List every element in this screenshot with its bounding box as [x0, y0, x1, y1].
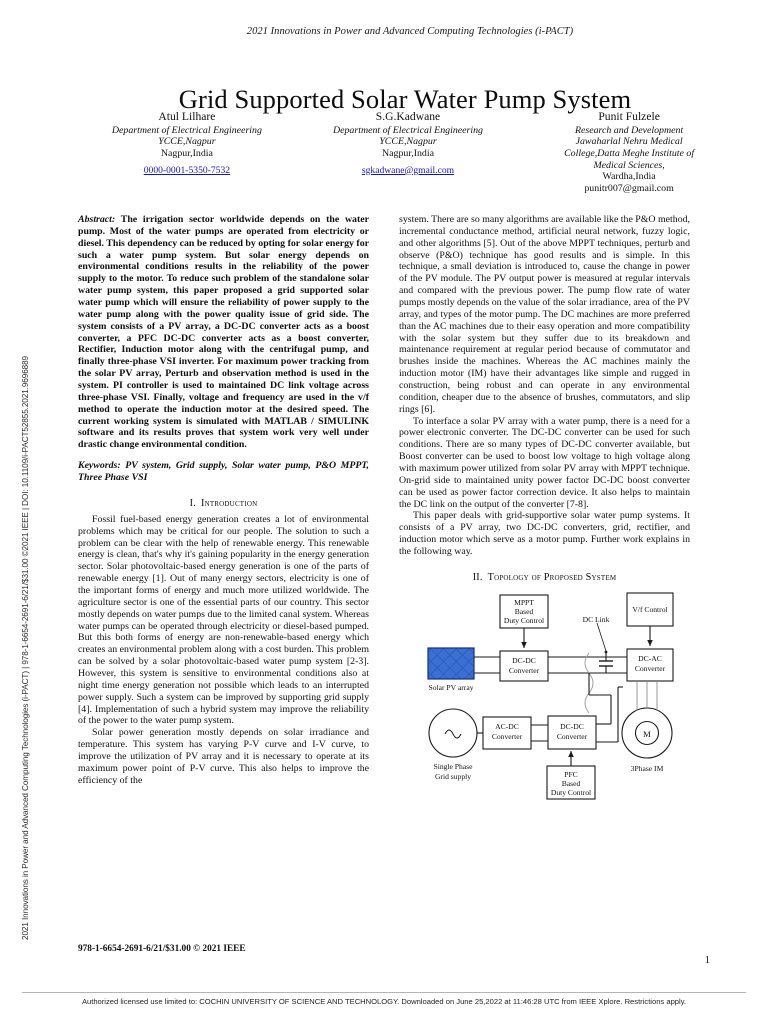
- section-heading-introduction: [78, 498, 369, 509]
- section-numeral: II.: [472, 571, 483, 583]
- author-affiliation-line: Jawaharlal Nehru Medical: [575, 136, 683, 148]
- page-number: 1: [704, 955, 710, 966]
- column-right: [399, 214, 690, 819]
- side-stamp-text: 2021 Innovations in Power and Advanced Computing Technologies (i-PACT) | 978-1-6654-2691-6/21/$31.00 ©2021 IEEE | DOI: 10.1109/i-PACT52855.2021.9696889: [21, 355, 30, 940]
- label-pfc-line2: Based: [561, 778, 581, 788]
- section-title: Topology of Proposed System: [487, 571, 617, 583]
- label-dcdc-top-line2: Converter: [508, 665, 540, 675]
- author-orcid-link[interactable]: 0000-0001-5350-7532: [143, 164, 231, 176]
- intro-paragraph-4: This paper deals with grid-supportive solar water pump systems. It consists of a PV array, two DC-DC converters, grid, rectifier, and induction motor which serve as a motor pump. Further work explains in the following way.: [399, 510, 690, 558]
- author-affiliation-line: Research and Development: [574, 124, 684, 136]
- label-mppt-line2: Based: [514, 606, 534, 616]
- author-location: Wardha,India: [602, 171, 656, 183]
- author-2: [299, 110, 517, 195]
- author-affiliation-line: Department of Electrical Engineering: [111, 124, 262, 136]
- author-email: punitr007@gmail.com: [584, 183, 674, 195]
- download-notice: Authorized licensed use limited to: COCHIN UNIVERSITY OF SCIENCE AND TECHNOLOGY. Downloaded on June 25,2022 at 11:46:28 UTC from IEEE Xplore. Restrictions apply.: [81, 997, 687, 1006]
- pv-array-block: [428, 648, 474, 679]
- label-mppt-line1: MPPT: [514, 597, 534, 607]
- body-columns: [78, 214, 690, 930]
- author-affiliation-line: YCCE,Nagpur: [158, 136, 216, 148]
- keywords-text: PV system, Grid supply, Solar water pump, P&O MPPT, Three Phase VSI: [78, 460, 369, 483]
- author-affiliation-line: College,Datta Meghe Institute of: [564, 148, 695, 160]
- abstract-label: Abstract:: [78, 214, 116, 225]
- intro-paragraph-2-cont: system. There are so many algorithms are available like the P&O method, incremental conductance method, artificial neural network, fuzzy logic, and other algorithms [5]. Out of the above MPPT techniques, perturb and observe (P&O) technique has good results and is simple. In this technique, a small deviation is introduced to, cause the change in power of the PV module. The PV output power is measured at regular intervals and compared with the previous power. The pump flow rate of water pumps mostly depends on the value of the solar irradiance, area of the PV array, and types of the motor pump. The DC machines are more preferred than the AC machines due to their easy operation and more compatibility with the solar system but they suffer due to its breakdown and maintenance requirement at regular period because of commutator and brushes inside the machines. Whereas the AC machines mainly the induction motor (IM) have their advantages like simple and rugged in construction, being robust and can operate in any environmental condition, cheaper due to the absence of brushes, commutators, and slip rings [6].: [399, 214, 690, 415]
- dc-link-node: [605, 651, 608, 654]
- author-location: Nagpur,India: [382, 148, 434, 160]
- author-email-link[interactable]: sgkadwane@gmail.com: [361, 164, 455, 176]
- ieee-side-stamp: [18, 292, 34, 942]
- page-title: Grid Supported Solar Water Pump System: [178, 83, 632, 114]
- author-name: Punit Fulzele: [598, 110, 660, 123]
- label-dcdc-top-line1: DC-DC: [512, 655, 536, 665]
- intro-paragraph-2-part: Solar power generation mostly depends on solar irradiance and temperature. This system has varying P-V curve and I-V curve, to improve the utilization of PV array and it is necessary to operate at its maximum power point of P-V curve. This also helps to improve the efficiency of the: [78, 727, 369, 786]
- label-mppt-line3: Duty Control: [503, 615, 545, 625]
- label-dcdc-bottom-line2: Converter: [556, 731, 588, 741]
- keywords-label: Keywords:: [78, 460, 121, 472]
- ac-waveform-icon: [445, 730, 461, 738]
- label-pv-array: Solar PV array: [428, 682, 474, 692]
- author-block: [78, 110, 738, 195]
- label-dcac-line2: Converter: [634, 663, 666, 673]
- figure-topology-block-diagram: [399, 591, 690, 819]
- running-head: 2021 Innovations in Power and Advanced Computing Technologies (i-PACT): [246, 26, 574, 37]
- section-title: Introduction: [200, 497, 258, 509]
- label-dcac-line1: DC-AC: [638, 653, 662, 663]
- author-affiliation-line: YCCE,Nagpur: [379, 136, 437, 148]
- label-pfc-line3: Duty Control: [550, 787, 592, 797]
- abstract-text: The irrigation sector worldwide depends on the water pump. Most of the water pumps are operated from electricity or diesel. This dependency can be reduced by opting for solar energy for such a water pump system. But solar energy depends on environmental conditions results in the reliability of the power supply to the motor. To reduce such problem of the standalone solar water pump system, this paper proposed a grid supported solar water pump which will ensure the reliability of power supply to the water pump along with the power quality issue of grid side. The system consists of a PV array, a DC-DC converter acts as a boost converter, a PFC DC-DC converter acts as a boost converter, Rectifier, Induction motor along with the centrifugal pump, and finally three-phase VSI inverter. For maximum power tracking from the solar PV array, Perturb and observation method is used in the system. PI controller is used to maintained DC link voltage across three-phase VSI. Finally, voltage and frequency are used in the v/f method to operate the induction motor at the desired speed. The current working system is simulated with MATLAB / SIMULINK software and its results proves that system work very well under drastic change environmental condition.: [78, 214, 369, 451]
- section-numeral: I.: [189, 497, 196, 509]
- block-diagram-svg: [399, 591, 690, 819]
- label-motor-symbol: M: [643, 728, 651, 739]
- label-motor-3phase-im: 3Phase IM: [630, 763, 664, 773]
- section-heading-topology: [399, 572, 690, 583]
- intro-paragraph-3: To interface a solar PV array with a water pump, there is a need for a power electronic converter. The DC-DC converter can be used for such conditions. There are so many types of DC-DC converter available, but Boost converter can be used to boost low voltage to high voltage along with maximum power utilized from solar PV array with MPPT technique. On-grid side to maintained unity power factor DC-DC boost converter can be used as power factor correction device. It also helps to maintain the DC link on the output of the converter [7-8].: [399, 415, 690, 510]
- author-3: [520, 110, 738, 195]
- author-name: Atul Lilhare: [158, 110, 216, 123]
- label-dcdc-bottom-line1: DC-DC: [560, 721, 584, 731]
- footer-divider: [22, 992, 746, 993]
- label-vf-control: V/f Control: [632, 604, 668, 614]
- label-dc-link: DC Link: [582, 614, 610, 624]
- keywords-paragraph: [78, 460, 369, 484]
- label-pfc-line1: PFC: [564, 769, 578, 779]
- dc-link-leader: [597, 623, 606, 651]
- isbn-footer: 978-1-6654-2691-6/21/$31.00 © 2021 IEEE: [78, 944, 246, 954]
- author-affiliation-line: Medical Sciences,: [593, 159, 665, 171]
- author-1: [78, 110, 296, 195]
- label-grid-line1: Single Phase: [433, 761, 473, 771]
- author-affiliation-line: Department of Electrical Engineering: [332, 124, 483, 136]
- label-acdc-line2: Converter: [491, 731, 523, 741]
- author-location: Nagpur,India: [160, 148, 213, 160]
- abstract-paragraph: [78, 214, 369, 451]
- intro-paragraph-1: Fossil fuel-based energy generation creates a lot of environmental problems which may be critical for our people. The solution to such a problem can be clear with the help of renewable energy. This renewable energy is clean, that's why it's gaining popularity in the energy generation sector. Solar photovoltaic-based energy generation is one of the parts of renewable energy [1]. Out of many energy sectors, electricity is one of the important forms of energy and much more utilized worldwide. The agriculture sector is one of the essential parts of our country. This sector mostly depends on water pumps due to the limited canal system. Whereas water pumps can be operated through electricity or diesel-based pumped. But this both forms of energy are non-renewable-based energy which creates an environmental problem along with a cost burden. This problem can be solved by a solar photovoltaic-based water pump system [2-3]. However, this system is sensitive to environmental conditions also at night time energy generation not possible which leads to an interrupted power supply. Such a system can be improved by supporting grid supply [4]. Implementation of such a hybrid system may improve the reliability of the power to the water pump system.: [78, 513, 369, 727]
- label-acdc-line1: AC-DC: [495, 721, 519, 731]
- label-grid-line2: Grid supply: [434, 771, 472, 781]
- author-name: S.G.Kadwane: [375, 110, 441, 123]
- column-left: [78, 214, 369, 787]
